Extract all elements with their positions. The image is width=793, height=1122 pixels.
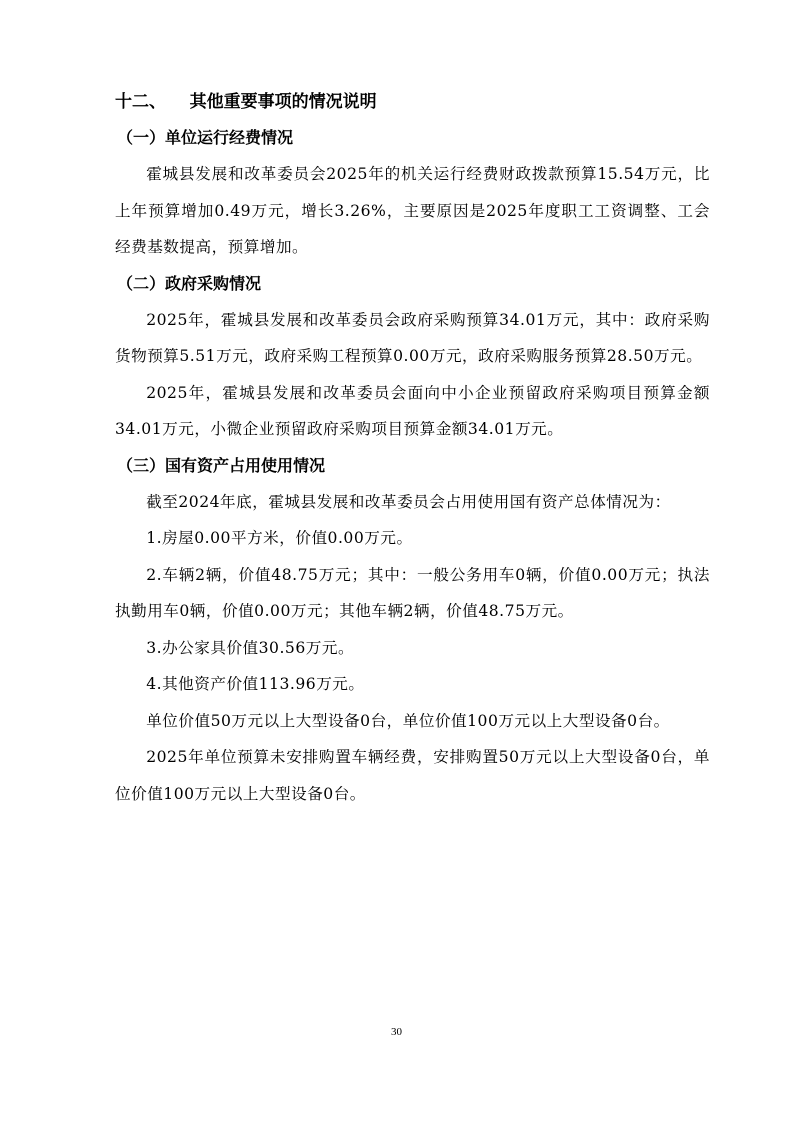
page-content: [115, 84, 710, 812]
section-title: 十二、 其他重要事项的情况说明: [115, 92, 377, 112]
paragraph-assets-equipment: 单位价值50万元以上大型设备0台，单位价值100万元以上大型设备0台。: [146, 711, 670, 730]
paragraph-assets-furniture: 3.办公家具价值30.56万元。: [146, 638, 355, 657]
subsection-heading-government-procurement: （二）政府采购情况: [117, 273, 262, 293]
paragraph-procurement-sme: 2025年，霍城县发展和改革委员会面向中小企业预留政府采购项目预算金额34.01万元，小微企业预留政府采购项目预算金额34.01万元。: [115, 383, 710, 438]
paragraph-assets-other: 4.其他资产价值113.96万元。: [146, 675, 365, 693]
subsection-heading-state-assets: （三）国有资产占用使用情况: [117, 455, 326, 475]
page-number: 30: [391, 1026, 402, 1038]
paragraph-assets-vehicles: 2.车辆2辆，价值48.75万元；其中：一般公务用车0辆，价值0.00万元；执法执勤用车0辆，价值0.00万元；其他车辆2辆，价值48.75万元。: [115, 565, 710, 620]
paragraph-procurement-budget: 2025年，霍城县发展和改革委员会政府采购预算34.01万元，其中：政府采购货物预算5.51万元，政府采购工程预算0.00万元，政府采购服务预算28.50万元。: [115, 310, 710, 365]
paragraph-assets-buildings: 1.房屋0.00平方米，价值0.00万元。: [146, 529, 413, 547]
paragraph-assets-purchase-plan: 2025年单位预算未安排购置车辆经费，安排购置50万元以上大型设备0台，单位价值100万元以上大型设备0台。: [115, 748, 710, 803]
paragraph-operating-expenses: 霍城县发展和改革委员会2025年的机关运行经费财政拨款预算15.54万元，比上年预算增加0.49万元，增长3.26%，主要原因是2025年度职工工资调整、工会经费基数提高，预算增加。: [115, 165, 710, 256]
paragraph-assets-overview: 截至2024年底，霍城县发展和改革委员会占用使用国有资产总体情况为：: [146, 492, 671, 511]
subsection-heading-operating-expenses: （一）单位运行经费情况: [117, 128, 294, 147]
